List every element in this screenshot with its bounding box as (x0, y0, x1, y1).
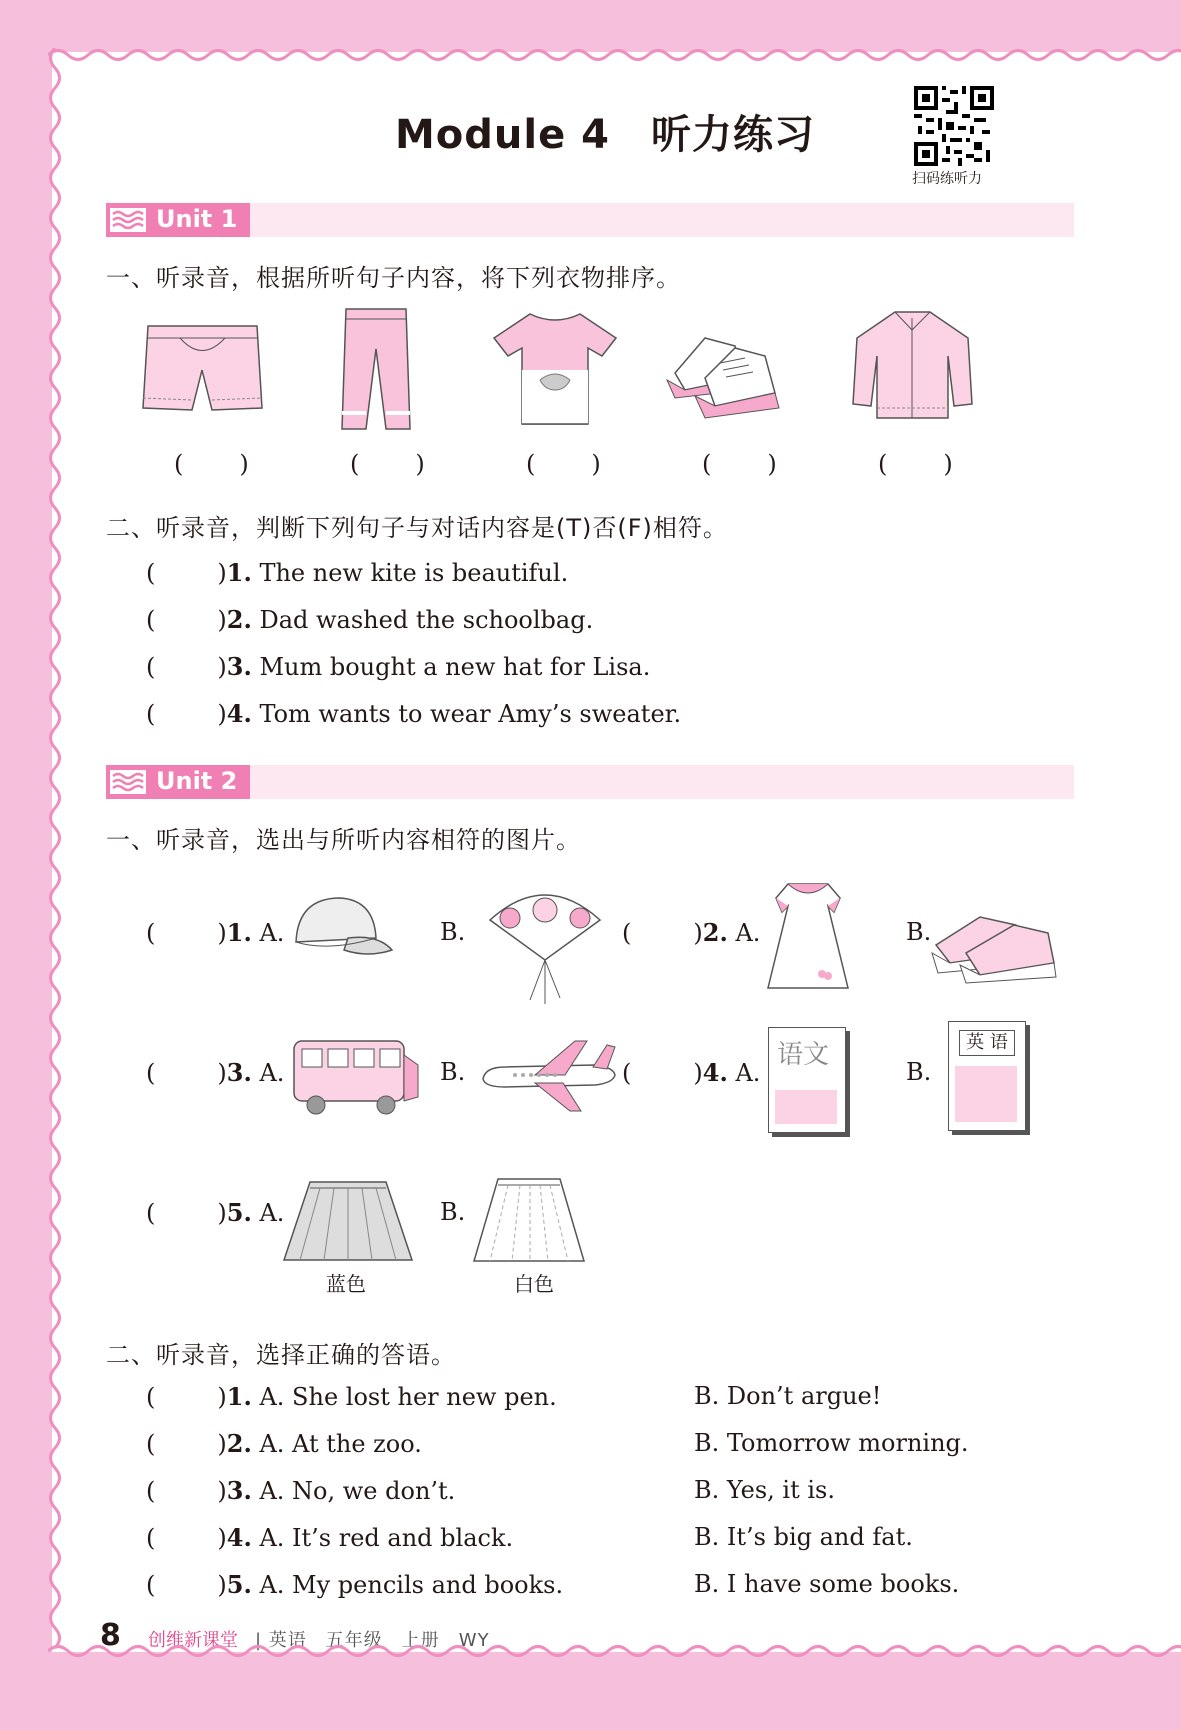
answer-blank[interactable] (526, 450, 601, 478)
page-number: 8 (100, 1618, 121, 1653)
question-number: 4. (226, 1523, 252, 1552)
question-number: 3. (226, 1058, 252, 1087)
option-a-label: A. (259, 1199, 285, 1227)
qr-code-icon[interactable] (914, 86, 994, 166)
unit1-label: Unit 1 (156, 205, 238, 233)
tf-question[interactable]: ( )2. Dad washed the schoolbag. (146, 605, 594, 634)
picture-question[interactable]: ( )4. A. (622, 1058, 761, 1087)
paren-open: ( (174, 450, 184, 478)
option-a-text: A. It’s red and black. (259, 1524, 514, 1552)
book-cover-art (955, 1066, 1017, 1122)
paren-open: ( (878, 450, 888, 478)
unit1-tag (106, 203, 250, 237)
option-a-label: A. (259, 919, 285, 947)
skirt-colour-label: 蓝色 (326, 1272, 366, 1296)
answer-question[interactable]: ( )2. A. At the zoo. (146, 1429, 422, 1458)
top-wave-border (48, 44, 1181, 66)
option-a-text: A. No, we don’t. (259, 1477, 456, 1505)
answer-question[interactable]: ( )3. A. No, we don’t. (146, 1476, 456, 1505)
waves-icon (110, 208, 146, 232)
jacket-picture (850, 308, 975, 423)
unit1-part2-heading: 二、听录音，判断下列句子与对话内容是(T)否(F)相符。 (106, 514, 728, 542)
trousers-picture (340, 305, 412, 433)
tf-question[interactable]: ( )3. Mum bought a new hat for Lisa. (146, 652, 651, 681)
bus-picture[interactable] (290, 1035, 422, 1117)
cap-picture[interactable] (288, 890, 394, 970)
question-text: Dad washed the schoolbag. (259, 606, 594, 634)
question-number: 5. (226, 1198, 252, 1227)
skirt-colour-label: 白色 (514, 1272, 554, 1296)
option-b-label: B. (906, 918, 932, 946)
option-a-text: A. She lost her new pen. (259, 1383, 557, 1411)
question-number: 4. (702, 1058, 728, 1087)
kite-picture[interactable] (480, 880, 610, 1005)
sneakers-picture[interactable] (930, 895, 1058, 985)
unit2-part1-heading: 一、听录音，选出与所听内容相符的图片。 (106, 826, 581, 854)
option-b-text: B. Tomorrow morning. (694, 1429, 969, 1457)
paren-open: ( (702, 450, 712, 478)
option-a-text: A. My pencils and books. (259, 1571, 564, 1599)
picture-question[interactable]: ( )1. A. (146, 918, 285, 947)
question-number: 1. (226, 918, 252, 947)
answer-question[interactable]: ( )5. A. My pencils and books. (146, 1570, 564, 1599)
question-number: 2. (226, 1429, 252, 1458)
bottom-wave-border (48, 1640, 1181, 1662)
unit1-part1-heading: 一、听录音，根据所听句子内容，将下列衣物排序。 (106, 264, 681, 292)
question-number: 1. (226, 558, 252, 587)
paren-close: ) (591, 450, 601, 478)
paren-close: ) (239, 450, 249, 478)
footer-details: | 英语 五年级 上册 WY (255, 1630, 490, 1651)
answer-blank[interactable] (174, 450, 249, 478)
waves-icon (110, 770, 146, 794)
option-b-label: B. (440, 918, 466, 946)
dress-picture[interactable] (758, 880, 858, 992)
paren-open: ( (526, 450, 536, 478)
book-title: 语文 (777, 1040, 830, 1070)
picture-question[interactable]: ( )3. A. (146, 1058, 285, 1087)
question-number: 1. (226, 1382, 252, 1411)
option-a-text: A. At the zoo. (259, 1430, 422, 1458)
blue-skirt-picture[interactable] (280, 1178, 416, 1264)
question-number: 3. (226, 1476, 252, 1505)
question-number: 2. (226, 605, 252, 634)
qr-caption: 扫码练听力 (912, 171, 982, 187)
option-b-label: B. (440, 1198, 466, 1226)
picture-question[interactable]: ( )2. A. (622, 918, 761, 947)
option-a-label: A. (735, 1059, 761, 1087)
answer-question[interactable]: ( )4. A. It’s red and black. (146, 1523, 514, 1552)
answer-blank[interactable] (702, 450, 777, 478)
question-number: 3. (226, 652, 252, 681)
option-a-label: A. (735, 919, 761, 947)
english-book-picture[interactable] (948, 1021, 1026, 1131)
question-number: 4. (226, 699, 252, 728)
white-skirt-picture[interactable] (470, 1175, 588, 1265)
answer-blank[interactable] (350, 450, 425, 478)
answer-blank[interactable] (878, 450, 953, 478)
question-text: Tom wants to wear Amy’s sweater. (259, 700, 682, 728)
option-a-label: A. (259, 1059, 285, 1087)
paren-close: ) (767, 450, 777, 478)
tshirt-picture (490, 310, 620, 428)
sneakers-picture (665, 318, 795, 423)
paren-close: ) (415, 450, 425, 478)
unit2-part2-heading: 二、听录音，选择正确的答语。 (106, 1341, 456, 1369)
book-cover-art (775, 1090, 837, 1124)
option-b-label: B. (440, 1058, 466, 1086)
option-b-text: B. Yes, it is. (694, 1476, 835, 1504)
option-b-text: B. Don’t argue! (694, 1382, 882, 1410)
unit2-bar (106, 765, 1074, 799)
picture-question[interactable]: ( )5. A. (146, 1198, 285, 1227)
shorts-picture (140, 318, 265, 418)
question-text: The new kite is beautiful. (259, 559, 569, 587)
question-text: Mum bought a new hat for Lisa. (259, 653, 651, 681)
question-number: 5. (226, 1570, 252, 1599)
unit2-tag (106, 765, 250, 799)
paren-close: ) (943, 450, 953, 478)
option-b-text: B. It’s big and fat. (694, 1523, 913, 1551)
unit1-bar (106, 203, 1074, 237)
tf-question[interactable]: ( )1. The new kite is beautiful. (146, 558, 569, 587)
footer-brand: 创维新课堂 (148, 1630, 238, 1651)
page-title: Module 4 听力练习 (395, 112, 815, 158)
answer-question[interactable]: ( )1. A. She lost her new pen. (146, 1382, 557, 1411)
left-wave-border (44, 48, 66, 1658)
tf-question[interactable]: ( )4. Tom wants to wear Amy’s sweater. (146, 699, 682, 728)
unit2-label: Unit 2 (156, 767, 238, 795)
book-title: 英 语 (959, 1030, 1015, 1056)
question-number: 2. (702, 918, 728, 947)
chinese-book-picture[interactable] (768, 1027, 846, 1133)
paren-open: ( (350, 450, 360, 478)
plane-picture[interactable] (475, 1035, 620, 1115)
option-b-text: B. I have some books. (694, 1570, 960, 1598)
option-b-label: B. (906, 1058, 932, 1086)
